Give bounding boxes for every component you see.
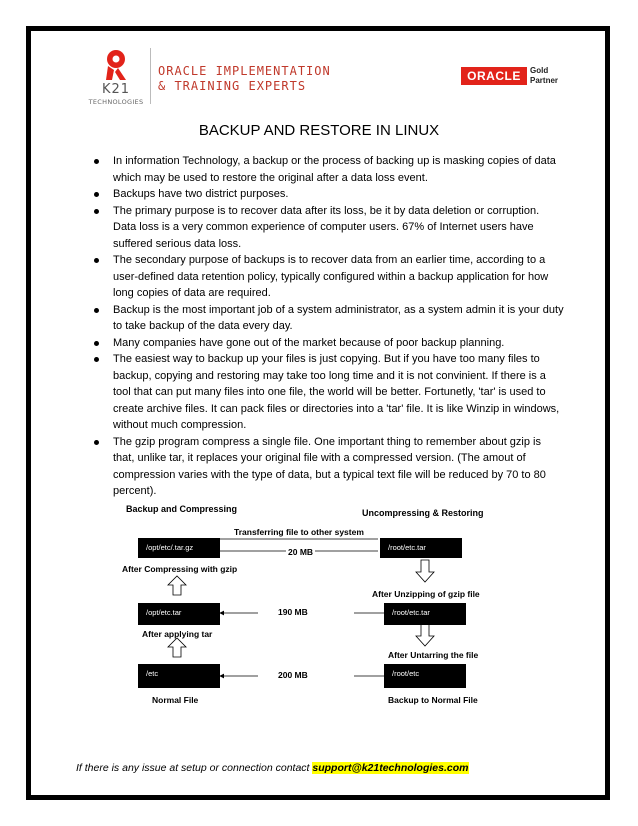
bullet-dot-icon bbox=[94, 159, 99, 164]
bullet-dot-icon bbox=[94, 258, 99, 263]
left-step-tar: After applying tar bbox=[142, 629, 213, 639]
footer-text: If there is any issue at setup or connection contact bbox=[76, 762, 313, 774]
bullet-item: The gzip program compress a single file. One important thing to remember about gzip is that, unlike tar, it replaces your original file with a compressed version. (The amout of compression varies with the type of data, but a typical text file will be reduced by 70 to 80 percent). bbox=[94, 434, 564, 500]
right-box-tar2: /root/etc.tar bbox=[384, 603, 466, 625]
size-190mb: 190 MB bbox=[278, 607, 308, 617]
right-step-backup: Backup to Normal File bbox=[388, 695, 478, 705]
logo-text: K21 bbox=[101, 82, 131, 97]
right-box-etc: /root/etc bbox=[384, 664, 466, 688]
left-heading: Backup and Compressing bbox=[126, 504, 238, 514]
tagline-line2: & TRAINING EXPERTS bbox=[158, 79, 307, 93]
right-step-untar: After Untarring the file bbox=[388, 650, 479, 660]
bullet-dot-icon bbox=[94, 341, 99, 346]
backup-restore-diagram bbox=[116, 500, 492, 710]
logo-subtext: TECHNOLOGIES bbox=[88, 98, 144, 106]
left-step-compress: After Compressing with gzip bbox=[122, 564, 238, 574]
partner-level bbox=[530, 66, 558, 86]
bullet-dot-icon bbox=[94, 357, 99, 362]
header-divider bbox=[150, 48, 151, 104]
bullet-item: The primary purpose is to recover data after its loss, be it by data deletion or corruption. Data loss is a very common experience of computer users. 67% of Internet users have suffered serious data loss. bbox=[94, 203, 564, 253]
bullet-dot-icon bbox=[94, 209, 99, 214]
bullet-list bbox=[94, 153, 564, 500]
k21-logo-mark-icon bbox=[102, 48, 130, 82]
size-200mb: 200 MB bbox=[278, 670, 308, 680]
bullet-item: The easiest way to backup up your files is just copying. But if you have too many files to backup, copying and restoring may take too long time and it is not convinient. If there is a tool that can put many files into one file, the world will be better. Fortunetly, 'tar' is used to create archive files. It can pack files or directories into a 'tar' file. It is like Winzip in windows, without much compression. bbox=[94, 351, 564, 434]
bullet-dot-icon bbox=[94, 308, 99, 313]
right-box-tar: /root/etc.tar bbox=[380, 538, 462, 558]
bullet-item: The secondary purpose of backups is to recover data from an earlier time, according to a user-defined data retention policy, typically configured within a backup application for how long copies of data are required. bbox=[94, 252, 564, 302]
page-title: BACKUP AND RESTORE IN LINUX bbox=[198, 122, 440, 139]
left-box-tar: /opt/etc.tar bbox=[138, 603, 220, 625]
hollow-down-arrow-icon bbox=[416, 560, 434, 582]
hollow-up-arrow-icon bbox=[168, 576, 186, 595]
right-heading: Uncompressing & Restoring bbox=[362, 508, 484, 518]
hollow-up-arrow-icon bbox=[168, 638, 186, 657]
left-step-normal: Normal File bbox=[152, 695, 199, 705]
hollow-down-arrow-icon bbox=[416, 624, 434, 646]
bullet-item: Many companies have gone out of the market because of poor backup planning. bbox=[94, 335, 564, 352]
bullet-dot-icon bbox=[94, 440, 99, 445]
support-email-link[interactable]: support@k21technologies.com bbox=[312, 762, 469, 774]
tagline-line1: ORACLE IMPLEMENTATION bbox=[158, 64, 331, 78]
left-box-targz: /opt/etc/.tar.gz bbox=[138, 538, 220, 558]
right-step-unzip: After Unzipping of gzip file bbox=[372, 589, 480, 599]
footer-note bbox=[76, 762, 469, 774]
partner-level-gold: Gold bbox=[530, 66, 549, 75]
bullet-item: In information Technology, a backup or the process of backing up is masking copies of data which may be used to restore the original after a data loss event. bbox=[94, 153, 564, 186]
k21-logo bbox=[84, 46, 148, 106]
partner-level-partner: Partner bbox=[530, 76, 559, 85]
transfer-label: Transferring file to other system bbox=[234, 527, 364, 537]
left-box-etc: /etc bbox=[138, 664, 220, 688]
bullet-item: Backups have two district purposes. bbox=[94, 186, 564, 203]
size-20mb: 20 MB bbox=[288, 547, 314, 557]
bullet-dot-icon bbox=[94, 192, 99, 197]
oracle-partner-logo: ORACLE bbox=[461, 67, 527, 85]
bullet-item: Backup is the most important job of a system administrator, as a system admin it is your duty to take backup of the data every day. bbox=[94, 302, 564, 335]
